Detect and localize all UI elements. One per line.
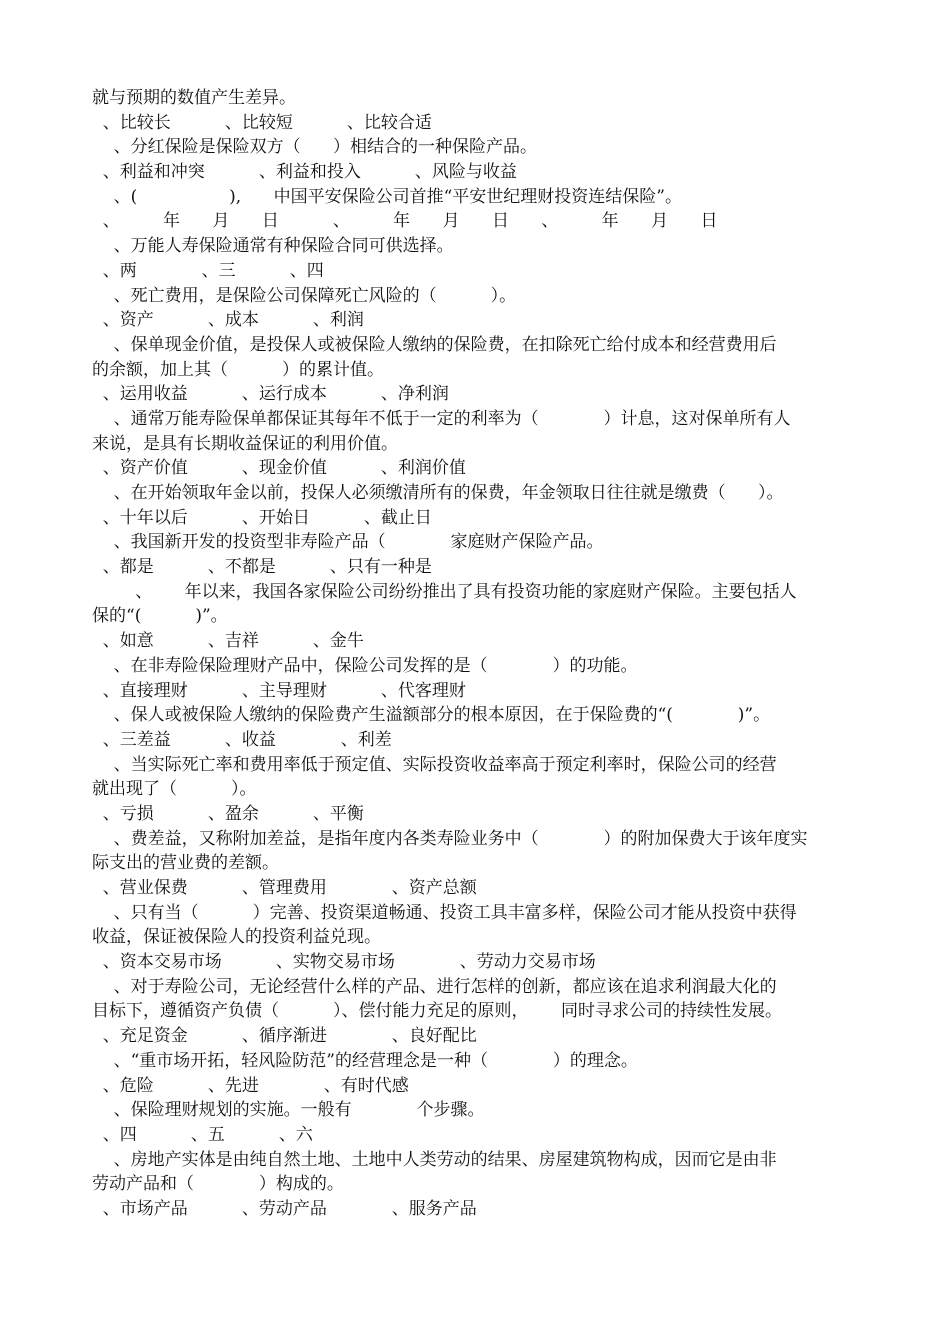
text-line: 、在开始领取年金以前，投保人必须缴清所有的保费，年金领取日往往就是缴费（ ）。 [92,483,784,503]
text-line: 、保单现金价值，是投保人或被保险人缴纳的保险费，在扣除死亡给付成本和经营费用后 [92,334,777,355]
text-line: 、万能人寿保险通常有种保险合同可供选择。 [92,236,454,257]
text-line: 、资产 、成本 、利润 [92,310,364,331]
text-line: 、运用收益 、运行成本 、净利润 [92,384,449,405]
text-line: 、 年以来，我国各家保险公司纷纷推出了具有投资功能的家庭财产保险。主要包括人 [92,581,797,602]
text-line: 、保人或被保险人缴纳的保险费产生溢额部分的根本原因，在于保险费的“( )”。 [92,705,771,726]
text-line: 、利益和冲突 、利益和投入 、风险与收益 [92,162,517,183]
text-line: 、都是 、不都是 、只有一种是 [92,557,432,578]
text-line: 、对于寿险公司，无论经营什么样的产品、进行怎样的创新，都应该在追求利润最大化的 [92,976,777,997]
text-line: 、在非寿险保险理财产品中，保险公司发挥的是（ ）的功能。 [92,655,638,676]
text-line: 、市场产品 、劳动产品 、服务产品 [92,1198,477,1219]
text-line: 、我国新开发的投资型非寿险产品（ 家庭财产保险产品。 [92,532,604,553]
text-line: 、营业保费 、管理费用 、资产总额 [92,878,477,898]
text-line: 、( ), 中国平安保险公司首推“平安世纪理财投资连结保险”。 [92,186,682,207]
text-line: 、直接理财 、主导理财 、代客理财 [92,680,466,701]
text-line: 、只有当（ ）完善、投资渠道畅通、投资工具丰富多样，保险公司才能从投资中获得 [92,902,797,923]
text-line: 、亏损 、盈余 、平衡 [92,803,364,824]
text-line: 、“重市场开拓，轻风险防范”的经营理念是一种（ ）的理念。 [92,1050,638,1071]
text-line: 、分红保险是保险双方（ ）相结合的一种保险产品。 [92,137,538,158]
text-line: 际支出的营业费的差额。 [92,853,279,874]
text-line: 保的“( )”。 [92,606,228,627]
text-line: 就出现了（ ）。 [92,779,257,800]
text-line: 、如意 、吉祥 、金牛 [92,631,364,652]
document-body [92,86,862,1222]
text-line: 、充足资金 、循序渐进 、良好配比 [92,1026,477,1047]
text-line: 、危险 、先进 、有时代感 [92,1075,409,1096]
text-line: 目标下，遵循资产负债（ ）、偿付能力充足的原则， 同时寻求公司的持续性发展。 [92,1001,782,1022]
text-line: 、通常万能寿险保单都保证其每年不低于一定的利率为（ ）计息，这对保单所有人 [92,408,791,429]
text-line: 、 年 月 日 、 年 月 日 、 年 月 日 [92,211,718,232]
text-line: 、当实际死亡率和费用率低于预定值、实际投资收益率高于预定利率时，保险公司的经营 [92,754,777,775]
text-line: 、资本交易市场 、实物交易市场 、劳动力交易市场 [92,952,596,973]
text-line: 、三差益 、收益 、利差 [92,729,392,750]
text-line: 就与预期的数值产生差异。 [92,88,296,108]
text-line: 收益，保证被保险人的投资利益兑现。 [92,927,381,948]
text-line: 、死亡费用，是保险公司保障死亡风险的（ ）。 [92,285,517,306]
text-line: 、两 、三 、四 [92,260,324,281]
text-line: 的余额，加上其（ ）的累计值。 [92,359,385,380]
text-line: 来说，是具有长期收益保证的利用价值。 [92,433,398,454]
text-line: 、房地产实体是由纯自然土地、土地中人类劳动的结果、房屋建筑物构成，因而它是由非 [92,1149,777,1170]
text-line: 、十年以后 、开始日 、截止日 [92,507,432,528]
text-line: 、费差益，又称附加差益，是指年度内各类寿险业务中（ ）的附加保费大于该年度实 [92,828,808,849]
text-line: 、资产价值 、现金价值 、利润价值 [92,458,466,479]
text-line: 、比较长 、比较短 、比较合适 [92,112,432,133]
text-line: 、四 、五 、六 [92,1124,313,1145]
text-line: 劳动产品和（ ）构成的。 [92,1174,344,1195]
text-line: 、保险理财规划的实施。一般有 个步骤。 [92,1100,485,1121]
